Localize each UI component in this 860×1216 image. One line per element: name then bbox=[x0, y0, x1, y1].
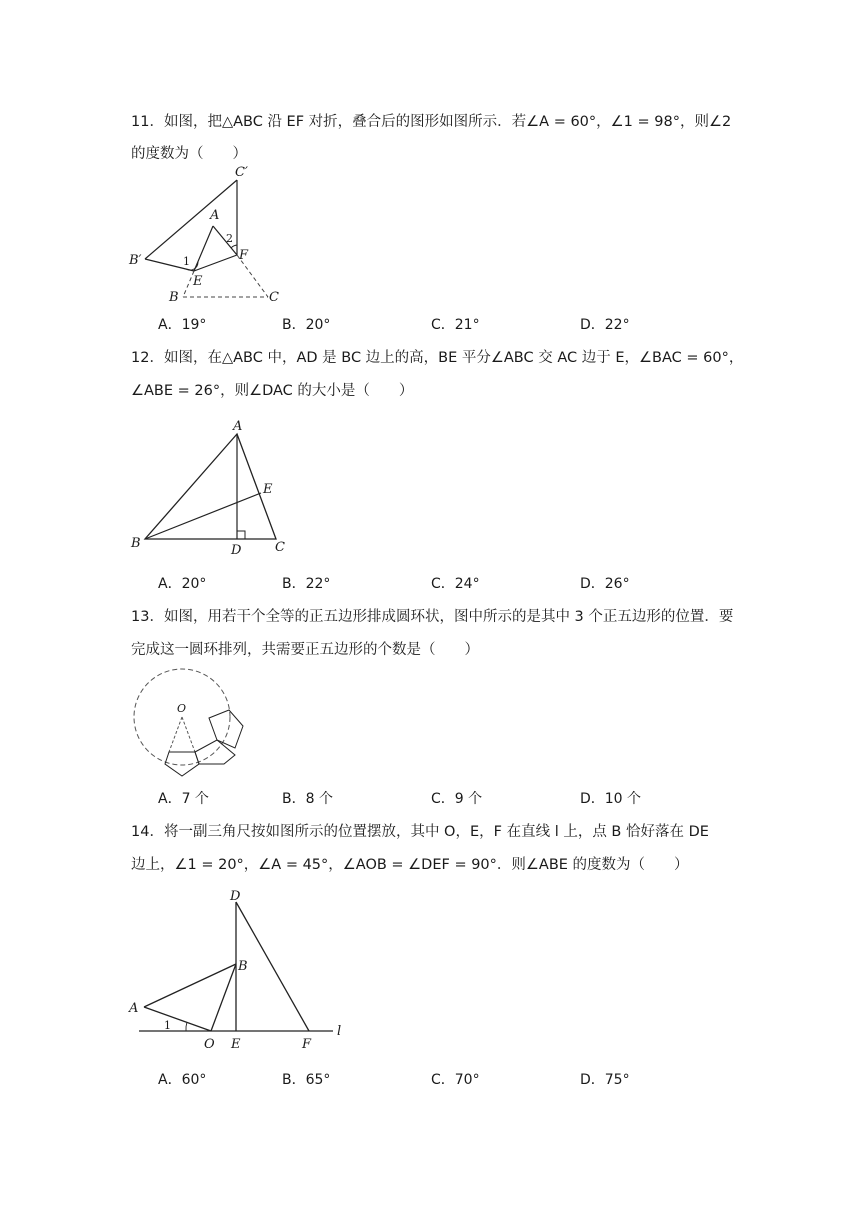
q11-option-c[interactable]: C．21° bbox=[431, 317, 480, 333]
q14-label-l: l bbox=[337, 1024, 342, 1039]
q11-label-b: B bbox=[169, 290, 179, 305]
q13-radius-left bbox=[169, 717, 182, 752]
q12-label-e: E bbox=[263, 482, 273, 497]
q11-label-angle1: 1 bbox=[183, 255, 190, 268]
q11-angle2-arc bbox=[231, 245, 237, 248]
q12-stem-line2: ∠ABE = 26°，则∠DAC 的大小是（ ） bbox=[131, 383, 414, 399]
q11-label-f: F bbox=[239, 248, 249, 263]
q11-options bbox=[158, 314, 778, 334]
q14-segment-ao bbox=[144, 1007, 211, 1031]
q14-option-a[interactable]: A．60° bbox=[158, 1072, 207, 1088]
q11-option-b[interactable]: B．20° bbox=[282, 317, 331, 333]
q14-label-e: E bbox=[231, 1037, 241, 1052]
q14-option-b[interactable]: B．65° bbox=[282, 1072, 331, 1088]
q11-segment-af bbox=[213, 226, 237, 255]
q13-stem-line2: 完成这一圆环排列，共需要正五边形的个数是（ ） bbox=[131, 642, 479, 658]
q14-label-f: F bbox=[302, 1037, 312, 1052]
q12-bisector-be bbox=[145, 493, 261, 539]
q14-label-b: B bbox=[238, 959, 248, 974]
q12-option-b[interactable]: B．22° bbox=[282, 576, 331, 592]
q11-segment-ae bbox=[194, 226, 213, 271]
q14-label-angle1: 1 bbox=[164, 1019, 171, 1032]
q13-radius-right bbox=[182, 717, 195, 752]
q13-options bbox=[158, 788, 778, 808]
q11-label-angle2: 2 bbox=[226, 232, 233, 245]
q13-figure bbox=[125, 664, 255, 784]
q12-triangle-abc bbox=[145, 434, 276, 539]
q12-option-c[interactable]: C．24° bbox=[431, 576, 480, 592]
q11-label-a: A bbox=[210, 208, 220, 223]
q14-stem-line2: 边上，∠1 = 20°，∠A = 45°，∠AOB = ∠DEF = 90°．则∠ABE 的度数为（ ） bbox=[131, 857, 689, 873]
q13-option-b[interactable]: B．8 个 bbox=[282, 791, 333, 807]
q11-figure bbox=[125, 165, 295, 310]
q14-stem-line1: 14．将一副三角尺按如图所示的位置摆放，其中 O，E，F 在直线 l 上，点 B 恰好落在 DE bbox=[131, 824, 709, 840]
q11-stem-line2: 的度数为（ ） bbox=[131, 146, 247, 162]
q13-pentagon-1 bbox=[165, 752, 199, 776]
q12-option-a[interactable]: A．20° bbox=[158, 576, 207, 592]
q11-label-e: E bbox=[193, 274, 203, 289]
q12-right-angle-mark bbox=[237, 531, 245, 539]
q12-label-b: B bbox=[131, 536, 141, 551]
q14-options bbox=[158, 1069, 778, 1089]
q12-label-a: A bbox=[233, 419, 243, 434]
q14-option-d[interactable]: D．75° bbox=[580, 1072, 630, 1088]
q11-option-a[interactable]: A．19° bbox=[158, 317, 207, 333]
q12-options bbox=[158, 573, 778, 593]
q11-option-d[interactable]: D．22° bbox=[580, 317, 630, 333]
q14-label-d: D bbox=[230, 889, 241, 904]
q14-label-a: A bbox=[129, 1001, 139, 1016]
q12-option-d[interactable]: D．26° bbox=[580, 576, 630, 592]
q12-stem-line1: 12．如图，在△ABC 中，AD 是 BC 边上的高，BE 平分∠ABC 交 AC 边于 E，∠BAC = 60°， bbox=[131, 350, 744, 366]
q13-option-d[interactable]: D．10 个 bbox=[580, 791, 642, 807]
q12-label-d: D bbox=[231, 543, 242, 558]
q12-figure bbox=[125, 412, 295, 562]
q14-option-c[interactable]: C．70° bbox=[431, 1072, 480, 1088]
q14-label-o: O bbox=[204, 1037, 215, 1052]
q11-label-b1: B′ bbox=[129, 253, 142, 268]
q11-segment-ef bbox=[194, 255, 237, 271]
q13-option-a[interactable]: A．7 个 bbox=[158, 791, 209, 807]
q13-option-c[interactable]: C．9 个 bbox=[431, 791, 483, 807]
q12-label-c: C bbox=[275, 540, 285, 555]
q13-stem-line1: 13．如图，用若干个全等的正五边形排成圆环状，图中所示的是其中 3 个正五边形的位置．要 bbox=[131, 609, 734, 625]
q14-figure bbox=[125, 884, 365, 1059]
q11-segment-b1c1 bbox=[145, 180, 237, 259]
q14-angle1-arc bbox=[186, 1022, 187, 1031]
q13-pentagon-2 bbox=[195, 740, 235, 764]
q11-stem-line1: 11．如图，把△ABC 沿 EF 对折，叠合后的图形如图所示．若∠A = 60°，∠1 = 98°，则∠2 bbox=[131, 114, 732, 130]
q11-label-c: C bbox=[269, 290, 279, 305]
q13-pentagon-3 bbox=[209, 710, 243, 748]
q13-label-o: O bbox=[177, 702, 187, 715]
q11-label-c1: C′ bbox=[235, 165, 248, 180]
